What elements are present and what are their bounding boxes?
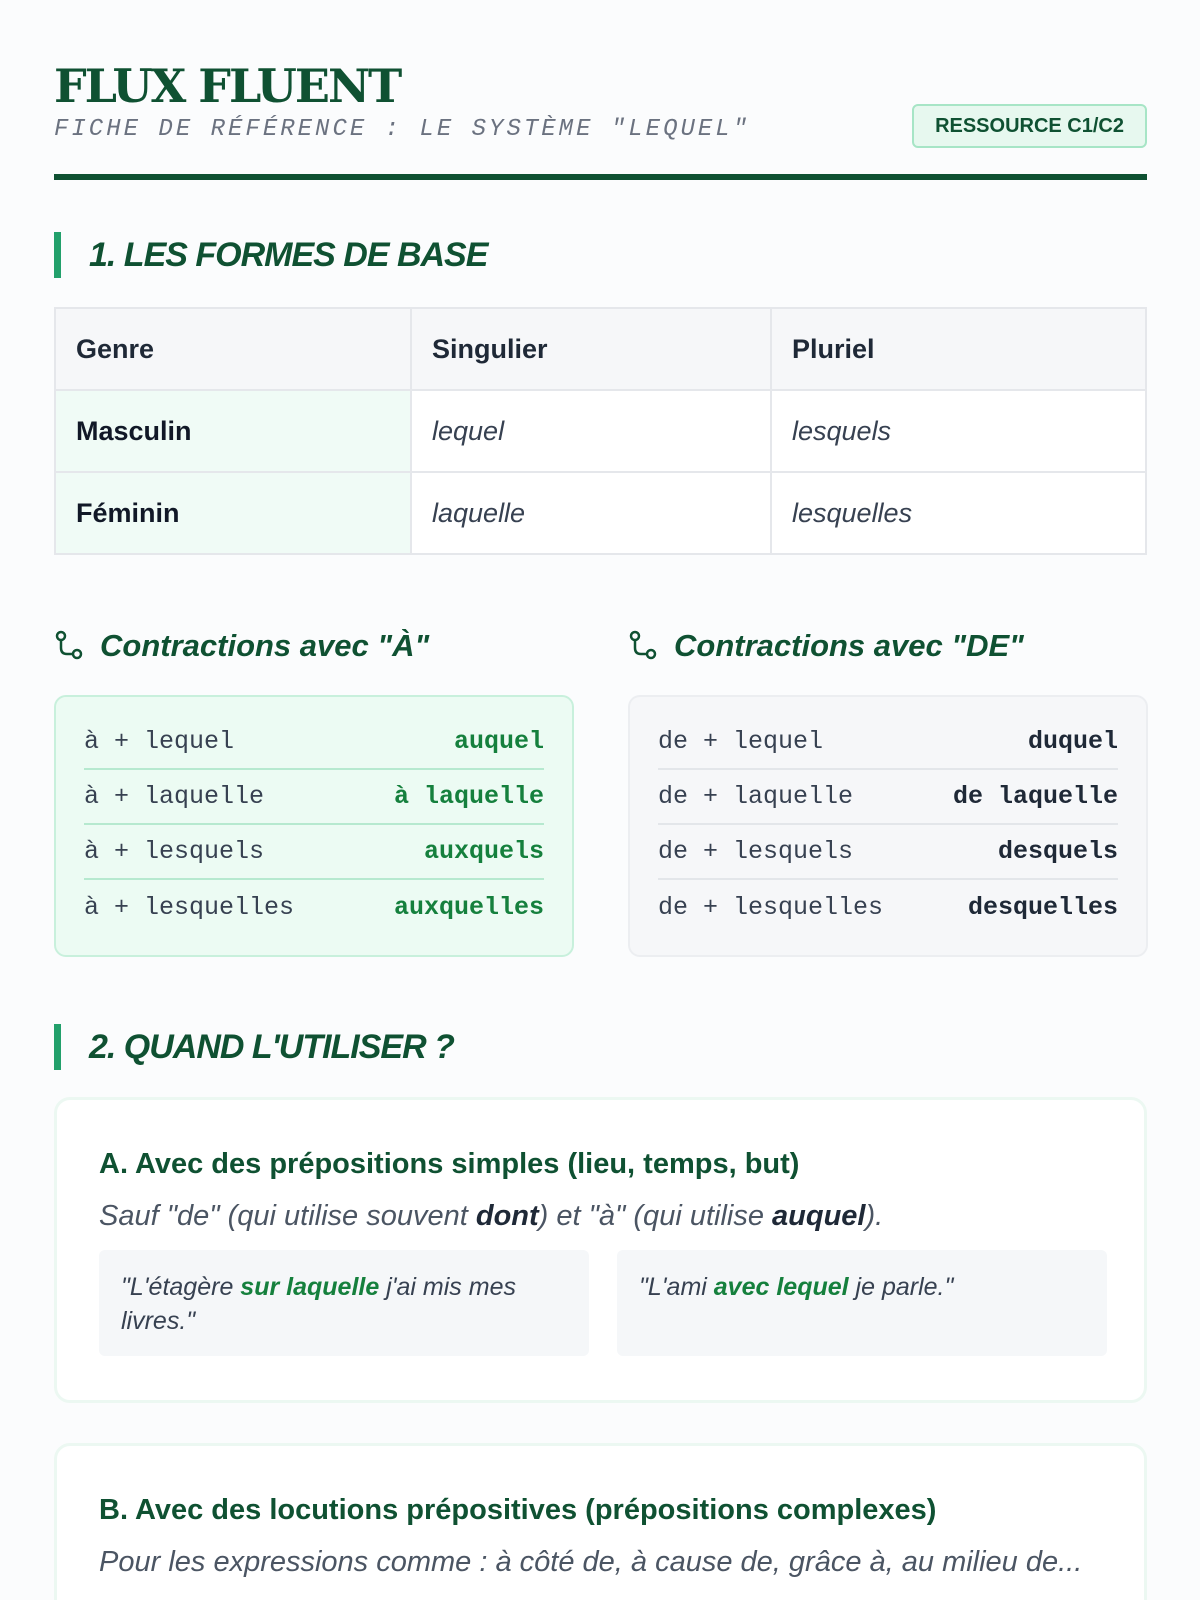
column-header-pluriel: Pluriel bbox=[771, 308, 1146, 390]
list-item bbox=[84, 825, 544, 880]
section-title-usage: 2. QUAND L'UTILISER ? bbox=[54, 1024, 454, 1070]
list-item bbox=[84, 715, 544, 770]
desc-keyword-dont: dont bbox=[475, 1200, 539, 1232]
route-icon bbox=[54, 629, 84, 659]
example-highlight: avec lequel bbox=[713, 1273, 849, 1301]
card-description: Pour les expressions comme : à côté de, à cause de, grâce à, au milieu de... bbox=[99, 1546, 1083, 1578]
contraction-source: de + lesquelles bbox=[658, 893, 884, 922]
table-row bbox=[55, 472, 1146, 554]
level-badge: RESSOURCE C1/C2 bbox=[912, 104, 1147, 148]
header-divider bbox=[54, 174, 1147, 180]
contraction-source: de + lequel bbox=[658, 727, 824, 756]
example-text: je parle." bbox=[848, 1273, 954, 1301]
card-title: A. Avec des prépositions simples (lieu, temps, but) bbox=[99, 1148, 800, 1180]
contraction-result: duquel bbox=[1027, 727, 1118, 756]
example-highlight: sur laquelle bbox=[240, 1273, 380, 1301]
list-item bbox=[658, 880, 1118, 935]
route-icon bbox=[628, 629, 658, 659]
section-title-forms: 1. LES FORMES DE BASE bbox=[54, 232, 487, 278]
cell-pluriel: lesquelles bbox=[771, 472, 1146, 554]
contraction-source: de + lesquels bbox=[658, 837, 854, 866]
list-item bbox=[84, 770, 544, 825]
contractions-a-title: Contractions avec "À" bbox=[100, 628, 430, 663]
contraction-result: à laquelle bbox=[393, 782, 544, 811]
list-item bbox=[84, 880, 544, 935]
contraction-source: à + laquelle bbox=[84, 782, 265, 811]
contraction-result: auxquels bbox=[423, 837, 544, 866]
contraction-source: à + lesquelles bbox=[84, 893, 295, 922]
reference-sheet bbox=[54, 0, 1147, 1578]
card-description bbox=[99, 1200, 883, 1233]
forms-table bbox=[54, 307, 1147, 555]
contraction-result: de laquelle bbox=[952, 782, 1118, 811]
example-box bbox=[617, 1250, 1107, 1356]
list-item bbox=[658, 715, 1118, 770]
cell-singulier: laquelle bbox=[411, 472, 771, 554]
usage-card-b bbox=[54, 1443, 1147, 1600]
desc-keyword-auquel: auquel bbox=[772, 1200, 866, 1232]
list-item bbox=[658, 770, 1118, 825]
contractions-de-box bbox=[628, 695, 1148, 957]
contraction-result: desquelles bbox=[967, 893, 1118, 922]
desc-text: ). bbox=[865, 1200, 884, 1232]
cell-pluriel: lesquels bbox=[771, 390, 1146, 472]
cell-singulier: lequel bbox=[411, 390, 771, 472]
contraction-source: à + lequel bbox=[84, 727, 235, 756]
page-subtitle: FICHE DE RÉFÉRENCE : LE SYSTÈME "LEQUEL" bbox=[54, 116, 751, 143]
desc-text: ) et "à" (qui utilise bbox=[538, 1200, 773, 1232]
usage-card-a bbox=[54, 1097, 1147, 1403]
contraction-result: auquel bbox=[453, 727, 544, 756]
contractions-de-heading bbox=[628, 625, 1024, 667]
contraction-source: à + lesquels bbox=[84, 837, 265, 866]
example-text: "L'étagère bbox=[121, 1273, 241, 1301]
table-header-row bbox=[55, 308, 1146, 390]
table-row bbox=[55, 390, 1146, 472]
column-header-genre: Genre bbox=[55, 308, 411, 390]
contraction-result: desquels bbox=[997, 837, 1118, 866]
header bbox=[54, 0, 1147, 182]
contraction-result: auxquelles bbox=[393, 893, 544, 922]
example-text: j'ai mis mes livres." bbox=[121, 1273, 516, 1335]
contractions-a-box bbox=[54, 695, 574, 957]
desc-text: Sauf "de" (qui utilise souvent bbox=[99, 1200, 476, 1232]
cell-genre: Féminin bbox=[55, 472, 411, 554]
column-header-singulier: Singulier bbox=[411, 308, 771, 390]
card-title: B. Avec des locutions prépositives (prépositions complexes) bbox=[99, 1494, 937, 1526]
contraction-source: de + laquelle bbox=[658, 782, 854, 811]
list-item bbox=[658, 825, 1118, 880]
contractions-de-title: Contractions avec "DE" bbox=[674, 628, 1024, 663]
example-box bbox=[99, 1250, 589, 1356]
example-text: "L'ami bbox=[639, 1273, 714, 1301]
brand-title: FLUX FLUENT bbox=[54, 59, 401, 113]
cell-genre: Masculin bbox=[55, 390, 411, 472]
contractions-a-heading bbox=[54, 625, 429, 667]
